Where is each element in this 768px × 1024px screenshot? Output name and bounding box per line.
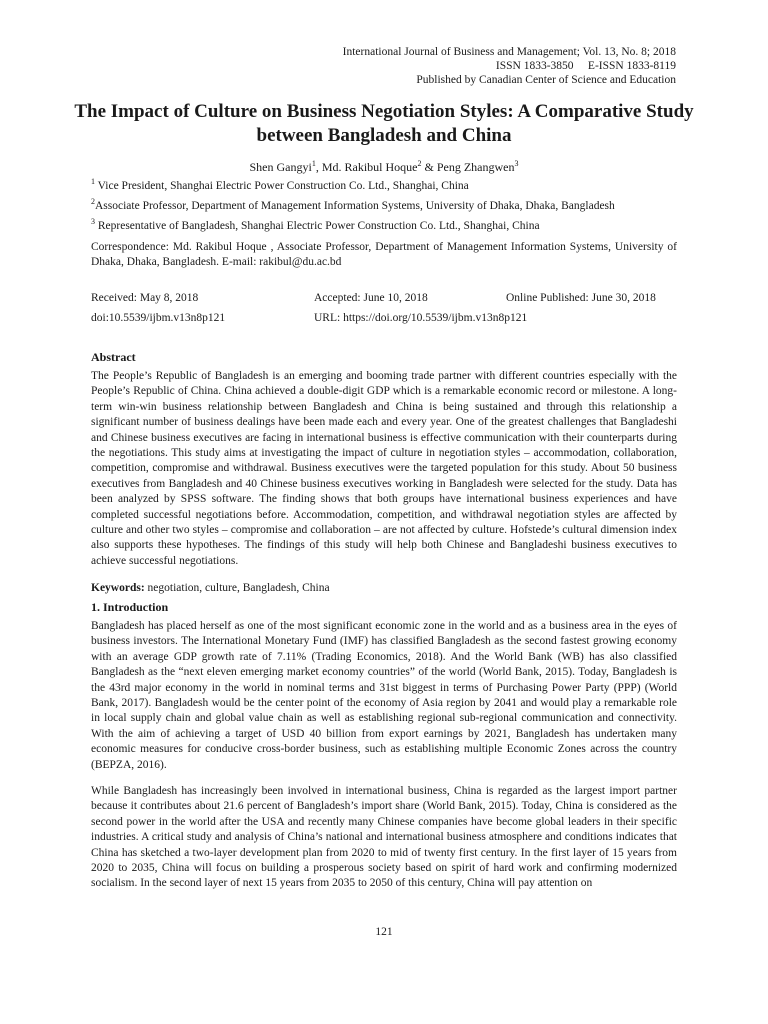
author-line: [0, 160, 768, 175]
paper-title: The Impact of Culture on Business Negotiation Styles: A Comparative Study between Bangladesh and China: [74, 101, 694, 146]
introduction-paragraph-2: While Bangladesh has increasingly been involved in international business, China is regarded as the largest import partner because it contributes about 21.6 percent of Bangladesh’s import share (World Bank, 2015). Today, China is considered as the second power in the world after the USA and recently many Chinese companies have become global leaders in their specific industries. A critical study and analysis of China’s national and international business atmosphere and conditions indicates that China has sketched a two-layer development plan from 2020 to mid of twenty first century. In the first layer of 15 years from 2020 to 2035, China will focus on building a prosperous society based on spirit of hard work and confirming modernized socialism. In the second layer of next 15 years from 2035 to 2050 of this century, China will pay attention on: [91, 785, 677, 890]
published-date: Online Published: June 30, 2018: [506, 292, 656, 304]
affiliation-sup: 3: [91, 217, 95, 227]
introduction-paragraph-1: Bangladesh has placed herself as one of the most significant economic zone in the world and as a business area in the eyes of business investors. The International Monetary Fund (IMF) has classified Bangladesh as the second fastest growing economy with an average GDP growth rate of 7.11% (Trading Economics, 2018). And the World Bank (WB) has also classified Bangladesh as the “next eleven emerging market economy countries” of the world (World Bank, 2015). Today, Bangladesh is the 43rd major economy in the world in nominal terms and 31st biggest in terms of Purchasing Power Party (PPP) (World Bank, 2017). Bangladesh would be the center point of the economy of Asia region by 2041 and would play a remarkable role in local supply chain and global value chain as well as establishing regional sub-regional communication and connectivity. With the aim of achieving a target of USD 40 billion from export earnings by 2021, Bangladesh has undertaken many economic measures for conducive cross-border business, such as establishing multiple Economic Zones across the country (BEPZA, 2016).: [91, 620, 677, 771]
affiliation-sup: 1: [91, 177, 95, 187]
accepted-date: Accepted: June 10, 2018: [314, 292, 428, 304]
author-name: Shen Gangyi: [249, 160, 312, 174]
author-sup: 1: [311, 159, 316, 168]
author-name: Md. Rakibul Hoque: [321, 160, 418, 174]
author-sup: 3: [514, 159, 519, 168]
author-separator: &: [421, 160, 437, 174]
affiliation-sup: 2: [91, 197, 95, 207]
keywords: [91, 582, 330, 594]
publisher-info: Published by Canadian Center of Science and Education: [416, 74, 676, 86]
received-date: Received: May 8, 2018: [91, 292, 199, 304]
affiliation-2: [91, 197, 615, 212]
author-name: Peng Zhangwen: [436, 160, 515, 174]
keywords-label: Keywords:: [91, 582, 145, 594]
correspondence: Correspondence: Md. Rakibul Hoque , Associate Professor, Department of Management Information Systems, University of Dhaka, Dhaka, Bangladesh. E-mail: rakibul@du.ac.bd: [91, 241, 677, 268]
abstract-heading: Abstract: [91, 350, 136, 364]
page-number: 121: [375, 926, 393, 938]
introduction-heading: 1. Introduction: [91, 600, 169, 614]
affiliation-text: Associate Professor, Department of Management Information Systems, University of Dhaka, Dhaka, Bangladesh: [95, 200, 615, 212]
doi-url: URL: https://doi.org/10.5539/ijbm.v13n8p121: [314, 312, 528, 324]
affiliation-3: [91, 217, 540, 232]
journal-info: International Journal of Business and Management; Vol. 13, No. 8; 2018: [342, 46, 676, 58]
keywords-text: negotiation, culture, Bangladesh, China: [144, 582, 330, 594]
affiliation-text: Representative of Bangladesh, Shanghai Electric Power Construction Co. Ltd., Shanghai, China: [95, 220, 540, 232]
issn-info: ISSN 1833-3850 E-ISSN 1833-8119: [495, 60, 676, 72]
affiliation-text: Vice President, Shanghai Electric Power Construction Co. Ltd., Shanghai, China: [95, 180, 469, 192]
journal-header: [343, 45, 676, 87]
abstract-text: The People’s Republic of Bangladesh is an emerging and booming trade partner with different countries especially with the People’s Republic of China. China achieved a double-digit GDP which is a remarkable economic record or milestone. A long-term win-win business relationship between Bangladesh and China is being sustained and through this relationship a significant number of business dealings have been made each and every year. One of the greatest challenges that Bangladeshi and Chinese business executives are facing in international business is effective communication with their counterparts during the negotiations. This study aims at investigating the impact of culture in negotiation styles – accommodation, collaboration, competition, compromise and withdrawal. Business executives were the targeted population for this study. About 50 business executives from Bangladesh and 40 Chinese business executives working in Bangladesh were selected for the study. Data has been analyzed by SPSS software. The finding shows that both groups have international business experiences and have completed successful negotiations before. Accommodation, competition, and withdrawal negotiation styles are affected by culture and other two styles – compromise and collaboration – are not affected by culture. Hofstede’s cultural dimension index also supports these hypotheses. The findings of this study will help both Chinese and Bangladeshi business executives to achieve successful negotiations.: [91, 370, 677, 567]
doi: doi:10.5539/ijbm.v13n8p121: [91, 312, 226, 324]
author-sup: 2: [417, 159, 422, 168]
author-separator: ,: [315, 160, 322, 174]
affiliation-1: [91, 177, 469, 192]
